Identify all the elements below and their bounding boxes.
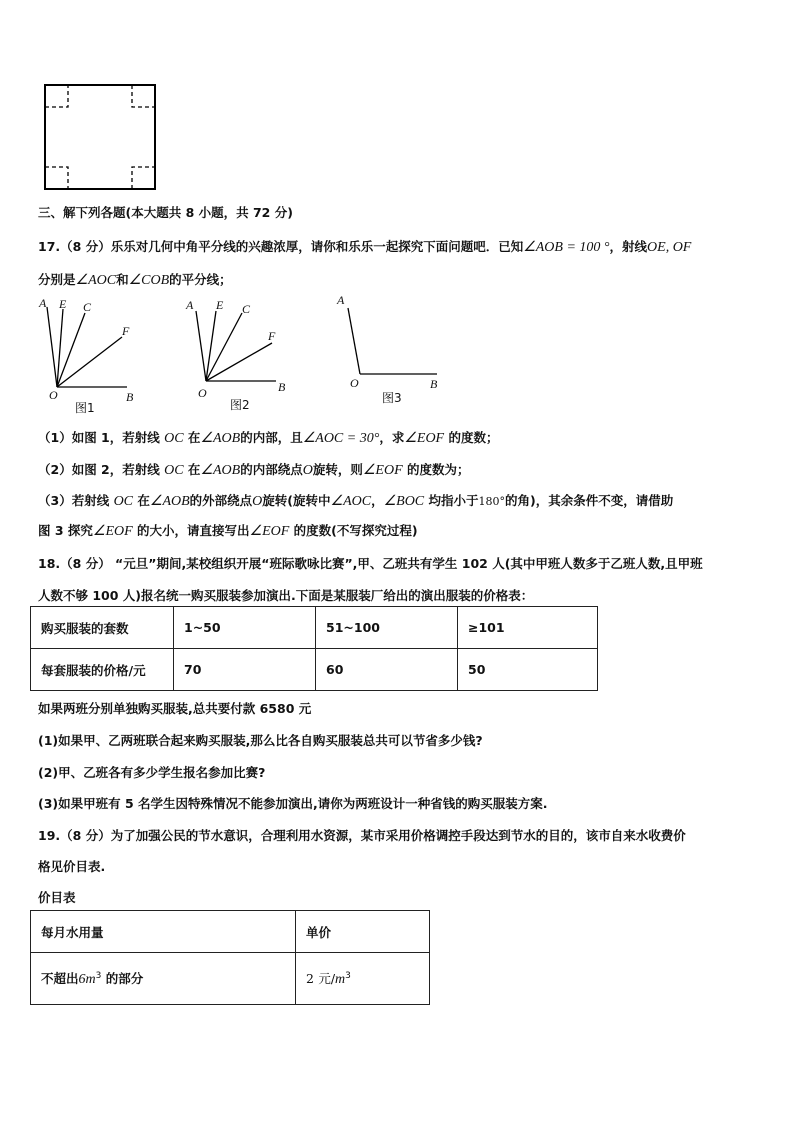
fig1-label-A: A bbox=[39, 296, 47, 310]
q17-line2: 分别是∠AOC和∠COB的平分线； bbox=[38, 272, 232, 288]
q18-sub3: (3)如果甲班有 5 名学生因特殊情况不能参加演出,请你为两班设计一种省钱的购买服装方案. bbox=[38, 796, 548, 811]
q18-sub1: (1)如果甲、乙两班联合起来购买服装,那么比各自购买服装总共可以节省多少钱? bbox=[38, 733, 483, 748]
q18-line1: 18.（8 分） “元旦”期间,某校组织开展“班际歌咏比赛”,甲、乙班共有学生 102 人(其中甲班人数多于乙班人数,且甲班 bbox=[38, 556, 703, 571]
q19-line1: 19.（8 分）为了加强公民的节水意识，合理利用水资源，某市采用价格调控手段达到节水的目的，该市自来水收费价 bbox=[38, 828, 686, 843]
square-cutout-figure bbox=[40, 80, 165, 195]
figure-1 bbox=[30, 295, 150, 415]
water-table-row bbox=[31, 911, 430, 953]
fig2-label-C: C bbox=[242, 302, 251, 316]
table-cell: 购买服装的套数 bbox=[31, 607, 174, 649]
table-cell: 不超出$6m^3$ 的部分 bbox=[31, 953, 296, 1005]
table-cell: 51~100 bbox=[316, 607, 458, 649]
fig2-label-F: F bbox=[268, 329, 276, 343]
table-cell: 2 元$/m^3$ bbox=[296, 953, 430, 1005]
table-cell: 单价 bbox=[296, 911, 430, 953]
q17-part1: （1）如图 1，若射线 OC 在∠AOB的内部，且∠AOC = 30°，求∠EOF 的度数； bbox=[38, 430, 499, 446]
q17-part3-cont: 图 3 探究∠EOF 的大小，请直接写出∠EOF 的度数(不写探究过程) bbox=[38, 523, 418, 539]
fig1-label-C: C bbox=[83, 300, 92, 314]
fig1-label-B: B bbox=[126, 390, 134, 404]
fig1-label-F: F bbox=[122, 324, 130, 338]
q17-line1: 17.（8 分）乐乐对几何中角平分线的兴趣浓厚，请你和乐乐一起探究下面问题吧．已知∠AOB = 100 °，射线OE, OF bbox=[38, 239, 692, 255]
table-cell: 1~50 bbox=[174, 607, 316, 649]
fig3-label-O: O bbox=[350, 376, 359, 390]
figure-2 bbox=[180, 295, 300, 415]
table-cell: ≥101 bbox=[458, 607, 598, 649]
fig1-label-E: E bbox=[59, 297, 67, 311]
q18-sub2: (2)甲、乙班各有多少学生报名参加比赛? bbox=[38, 765, 266, 780]
section-heading: 三、解下列各题(本大题共 8 小题，共 72 分) bbox=[38, 205, 293, 220]
fig3-caption: 图3 bbox=[382, 391, 402, 405]
fig1-caption: 图1 bbox=[75, 401, 95, 415]
price-table bbox=[30, 606, 598, 691]
fig2-caption: 图2 bbox=[230, 398, 250, 412]
q19-line2: 格见价目表. bbox=[38, 859, 106, 874]
fig2-label-A: A bbox=[186, 298, 194, 312]
fig2-label-O: O bbox=[198, 386, 207, 400]
price-table-row bbox=[31, 607, 598, 649]
table-cell: 70 bbox=[174, 649, 316, 691]
fig2-label-E: E bbox=[216, 298, 224, 312]
table-cell: 50 bbox=[458, 649, 598, 691]
fig3-label-A: A bbox=[337, 293, 345, 307]
q19-table-title: 价目表 bbox=[38, 890, 76, 905]
table-cell: 60 bbox=[316, 649, 458, 691]
table-cell: 每月水用量 bbox=[31, 911, 296, 953]
q18-after-table: 如果两班分别单独购买服装,总共要付款 6580 元 bbox=[38, 701, 312, 716]
fig3-label-B: B bbox=[430, 377, 438, 391]
figure-3 bbox=[330, 290, 450, 410]
price-table-row bbox=[31, 649, 598, 691]
q17-part3: （3）若射线 OC 在∠AOB的外部绕点O旋转(旋转中∠AOC，∠BOC 均指小于180°的角)，其余条件不变，请借助 bbox=[38, 493, 674, 509]
fig1-label-O: O bbox=[49, 388, 58, 402]
water-table-row bbox=[31, 953, 430, 1005]
fig2-label-B: B bbox=[278, 380, 286, 394]
water-price-table bbox=[30, 910, 430, 1005]
q17-part2: （2）如图 2，若射线 OC 在∠AOB的内部绕点O旋转，则∠EOF 的度数为； bbox=[38, 462, 470, 478]
table-cell: 每套服装的价格/元 bbox=[31, 649, 174, 691]
q18-line2: 人数不够 100 人)报名统一购买服装参加演出.下面是某服装厂给出的演出服装的价格表： bbox=[38, 588, 534, 603]
